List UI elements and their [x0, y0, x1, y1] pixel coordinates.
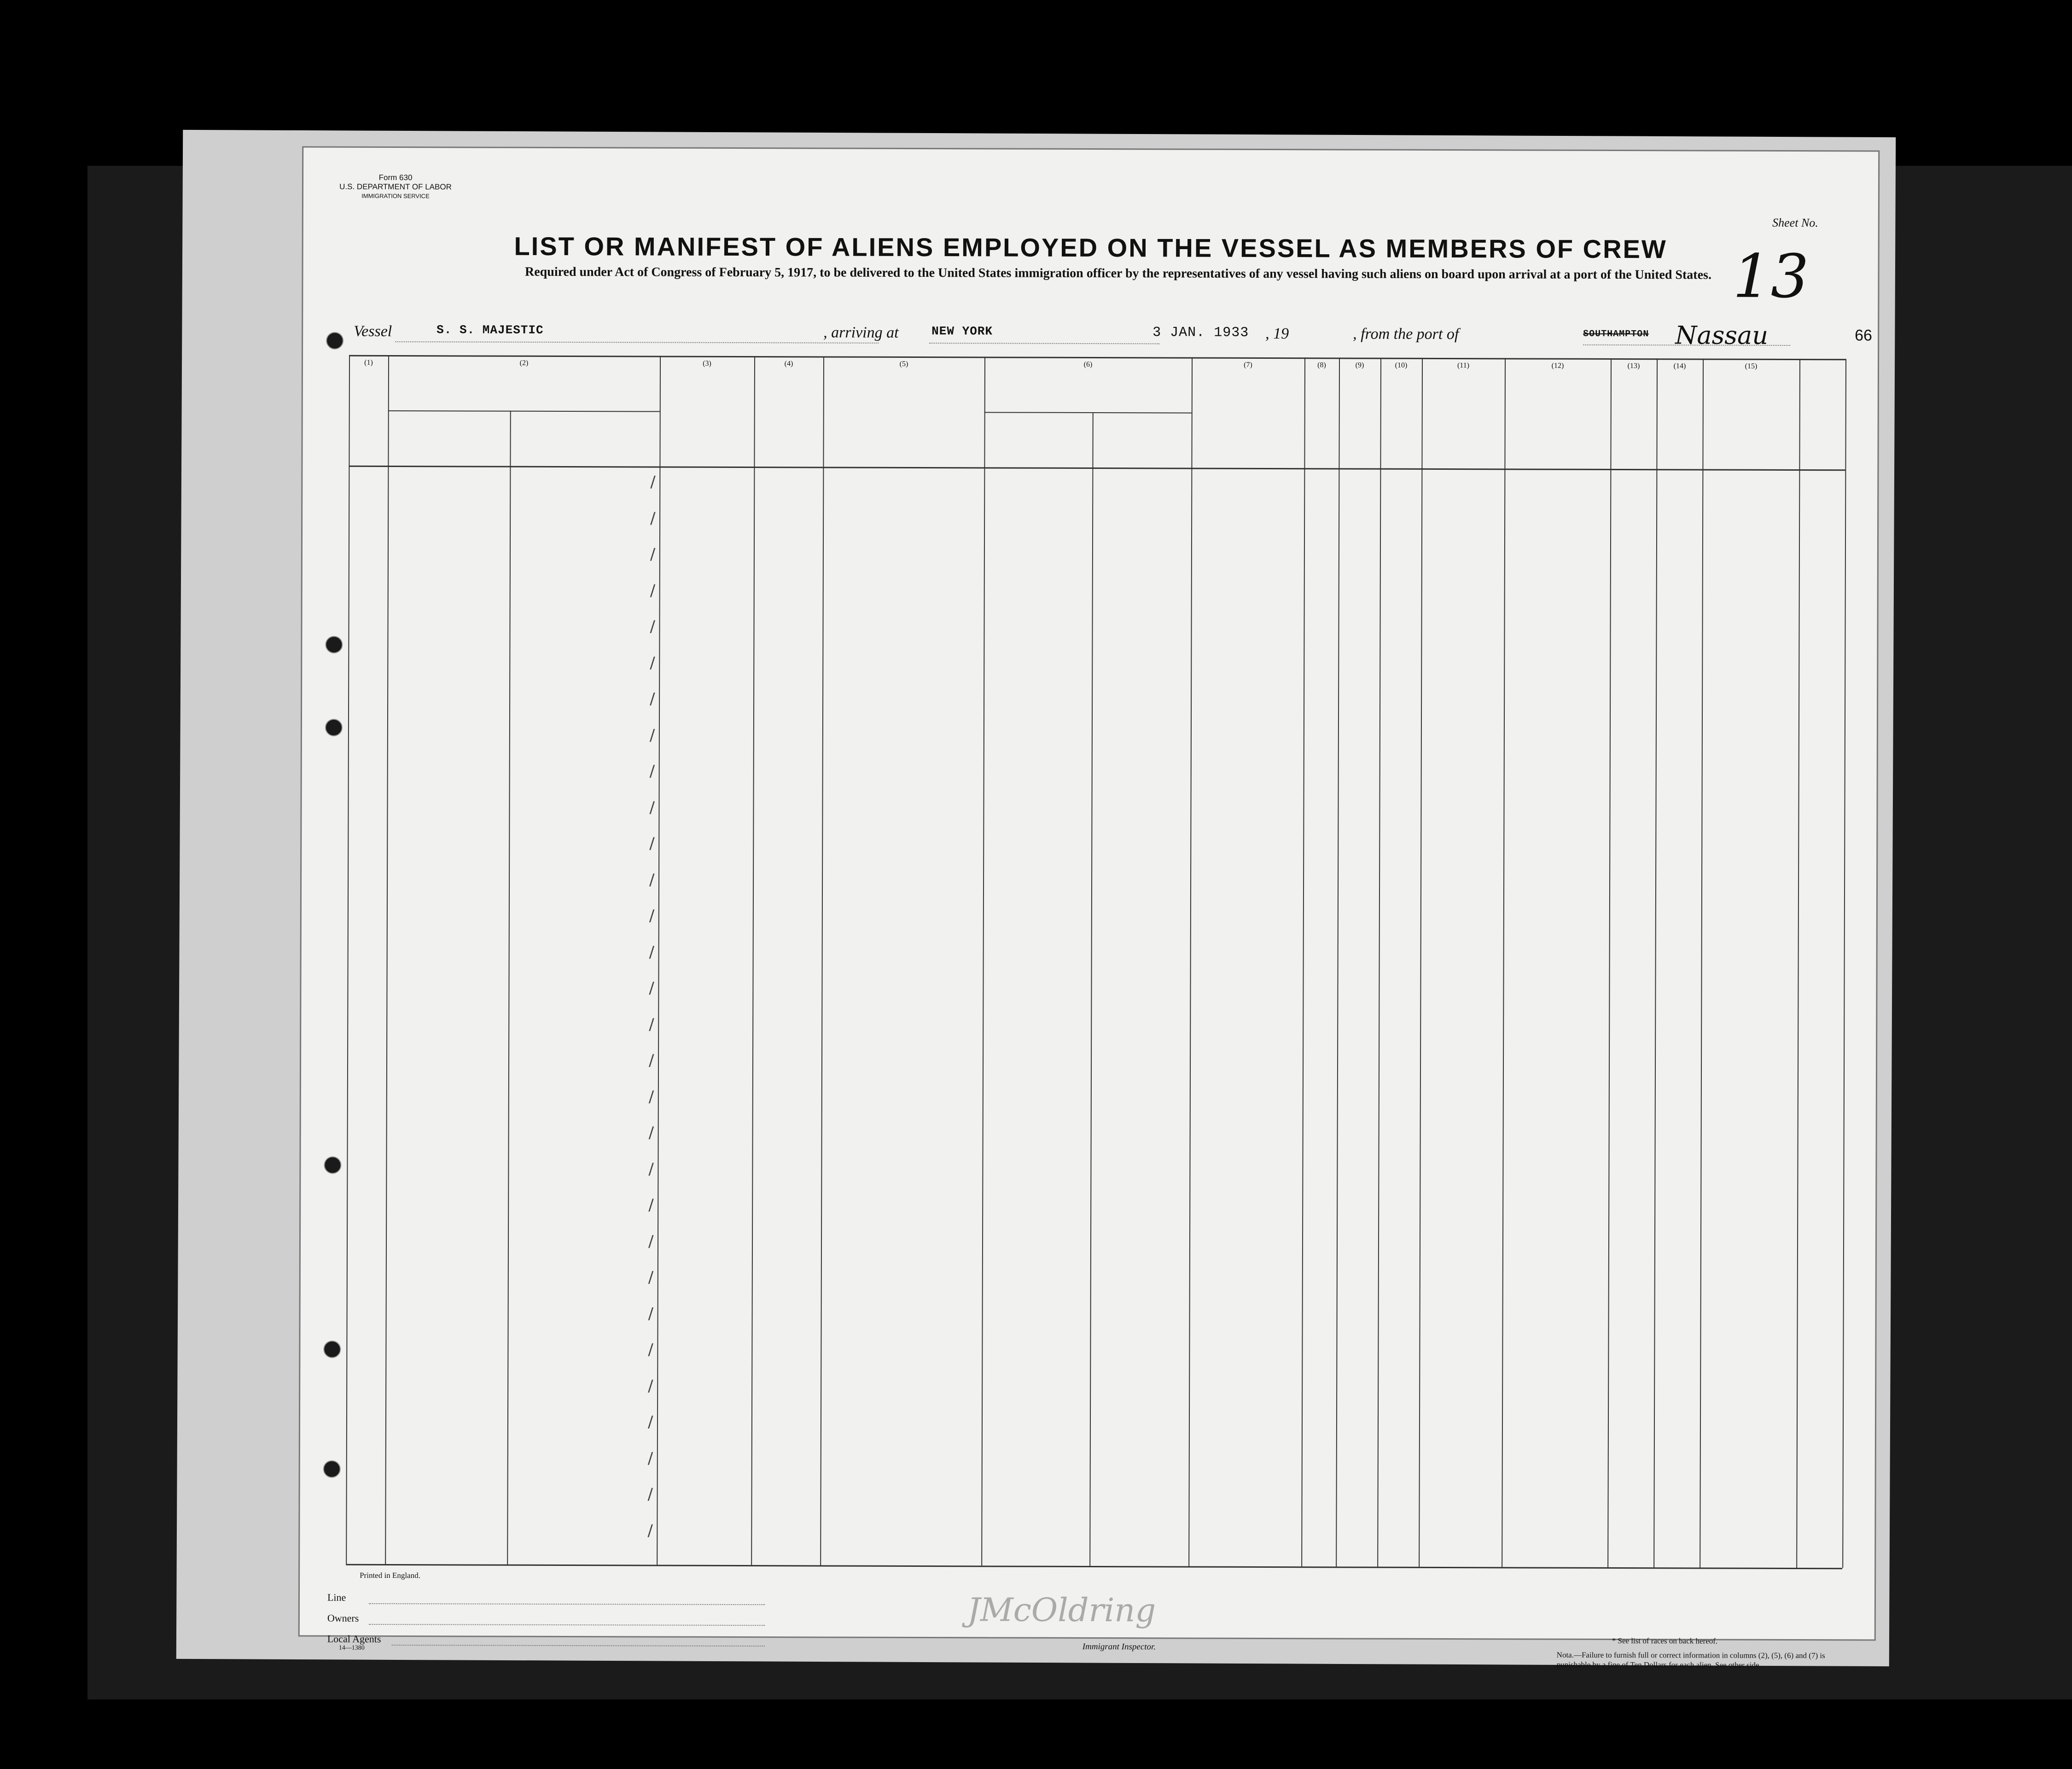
punch-hole [325, 719, 343, 736]
check-mark: / [648, 1087, 654, 1106]
vessel-name: S. S. MAJESTIC [437, 323, 544, 337]
check-mark: / [649, 762, 655, 781]
column-number: (12) [1551, 362, 1564, 370]
column-number: (4) [784, 360, 793, 368]
column-number: (1) [364, 358, 373, 367]
check-mark: / [648, 1304, 654, 1323]
column-rule [657, 356, 661, 1565]
check-mark: / [647, 1413, 653, 1431]
column-rule [1188, 357, 1193, 1566]
races-note: * See list of races on back hereof. [1612, 1636, 1718, 1646]
column-number: (5) [899, 360, 908, 368]
header-shipped [984, 379, 1192, 380]
column-number: (7) [1244, 361, 1252, 369]
column-rule [1607, 358, 1612, 1567]
check-mark: / [648, 1123, 654, 1142]
check-mark: / [647, 1448, 653, 1468]
header-when [984, 430, 1093, 431]
inspector-signature: JMcOldring [967, 1591, 1156, 1629]
sheet-label: Sheet No. [1772, 216, 1818, 230]
corner-number: 66 [1855, 327, 1873, 344]
column-rule [1502, 358, 1506, 1567]
check-mark: / [650, 545, 656, 564]
check-mark: / [648, 1232, 654, 1251]
column-number: (9) [1355, 361, 1364, 369]
check-mark: / [648, 1196, 654, 1214]
punch-hole [326, 332, 343, 350]
from-port: Nassau [1675, 321, 1769, 350]
column-rule [1653, 358, 1658, 1567]
check-mark: / [649, 1015, 654, 1034]
column-rule [1796, 359, 1800, 1568]
inspector-label: Immigrant Inspector. [1082, 1641, 1156, 1652]
header-seaman-card [660, 374, 754, 375]
column-rule [751, 356, 755, 1565]
agents-label: Local Agents [327, 1633, 381, 1645]
column-number: (3) [703, 359, 711, 368]
line-label: Line [327, 1591, 346, 1603]
check-mark: / [648, 1340, 653, 1359]
port-underline [929, 343, 1159, 344]
vessel-label: Vessel [354, 322, 392, 340]
column-number: (8) [1317, 361, 1326, 369]
struck-port: SOUTHAMPTON [1583, 328, 1649, 340]
page-title: LIST OR MANIFEST OF ALIENS EMPLOYED ON THE VESSEL AS MEMBERS OF CREW [514, 231, 1667, 264]
printed-note: Printed in England. [360, 1570, 420, 1580]
column-rule [1336, 357, 1340, 1566]
column-rule [1377, 358, 1381, 1567]
nota-note: Nota.—Failure to furnish full or correct information in columns (2), (5), (6) and (7) is punishable by a fine of Ten Dollars for each alien. See other side. [1556, 1650, 1825, 1670]
manifest-page [300, 148, 1878, 1670]
check-mark: / [648, 1376, 653, 1395]
page-subtitle: Required under Act of Congress of February 5, 1917, to be delivered to the United States immigration officer by the representatives of any vessel having such aliens on board upon arrival at a port of the United States. [525, 264, 1712, 282]
from-label: , from the port of [1353, 325, 1459, 343]
department: U.S. DEPARTMENT OF LABOR [339, 182, 452, 192]
column-rule [346, 355, 350, 1564]
arrival-date: 3 JAN. 1933 [1152, 325, 1249, 341]
shipped-subheader-rule [984, 412, 1192, 413]
check-mark: / [650, 689, 655, 708]
column-rule [820, 356, 824, 1565]
check-mark: / [647, 1485, 653, 1504]
punch-hole [323, 1341, 341, 1358]
column-number: (2) [519, 359, 529, 367]
check-mark: / [650, 473, 656, 491]
service: IMMIGRATION SERVICE [361, 192, 430, 200]
check-mark: / [649, 870, 655, 889]
crew-table [345, 355, 1845, 1708]
check-mark: / [649, 798, 655, 817]
check-mark: / [648, 1159, 654, 1179]
column-number: (6) [1083, 360, 1093, 369]
check-mark: / [650, 581, 656, 600]
arriving-label: , arriving at [823, 324, 899, 341]
check-mark: / [649, 726, 655, 745]
column-rule [1089, 412, 1094, 1566]
column-number: (11) [1457, 362, 1470, 370]
check-mark: / [649, 942, 655, 962]
form-header [336, 173, 455, 201]
owners-label: Owners [327, 1612, 359, 1624]
vessel-underline [395, 341, 879, 344]
check-mark: / [648, 1268, 654, 1287]
name-subheader-rule [388, 410, 660, 412]
column-number: (14) [1673, 362, 1686, 370]
punch-hole [325, 636, 343, 654]
check-mark: / [650, 654, 655, 672]
form-number: Form 630 [378, 173, 413, 182]
table-bottom-rule [346, 1564, 1842, 1570]
column-number: (10) [1395, 361, 1408, 369]
column-rule [1301, 357, 1305, 1566]
year-label: , 19 [1265, 325, 1289, 343]
check-mark: / [650, 617, 656, 636]
header-bottom-rule [349, 466, 1845, 471]
form-code: 14—1380 [338, 1644, 365, 1652]
vessel-row [349, 321, 1873, 350]
punch-hole [323, 1460, 341, 1478]
arrival-port: NEW YORK [931, 324, 993, 339]
header-paid-off [1192, 380, 1304, 381]
column-rule [1419, 358, 1423, 1567]
check-mark: / [649, 834, 655, 853]
check-mark: / [650, 509, 656, 528]
header-name-in-full [388, 383, 660, 384]
check-mark: / [648, 1051, 654, 1070]
sheet-number: 13 [1732, 241, 1809, 312]
check-mark: / [649, 906, 655, 925]
column-rule [1700, 358, 1704, 1567]
punch-hole [324, 1156, 341, 1174]
column-rule [385, 355, 389, 1564]
check-mark: / [647, 1521, 653, 1540]
column-rule [1842, 359, 1846, 1568]
header-given-name [510, 429, 660, 430]
table-top-rule [349, 355, 1845, 361]
column-number: (13) [1627, 362, 1640, 370]
column-rule [507, 411, 511, 1565]
column-number: (15) [1745, 362, 1758, 370]
check-mark: / [649, 979, 654, 998]
column-rule [981, 356, 985, 1565]
